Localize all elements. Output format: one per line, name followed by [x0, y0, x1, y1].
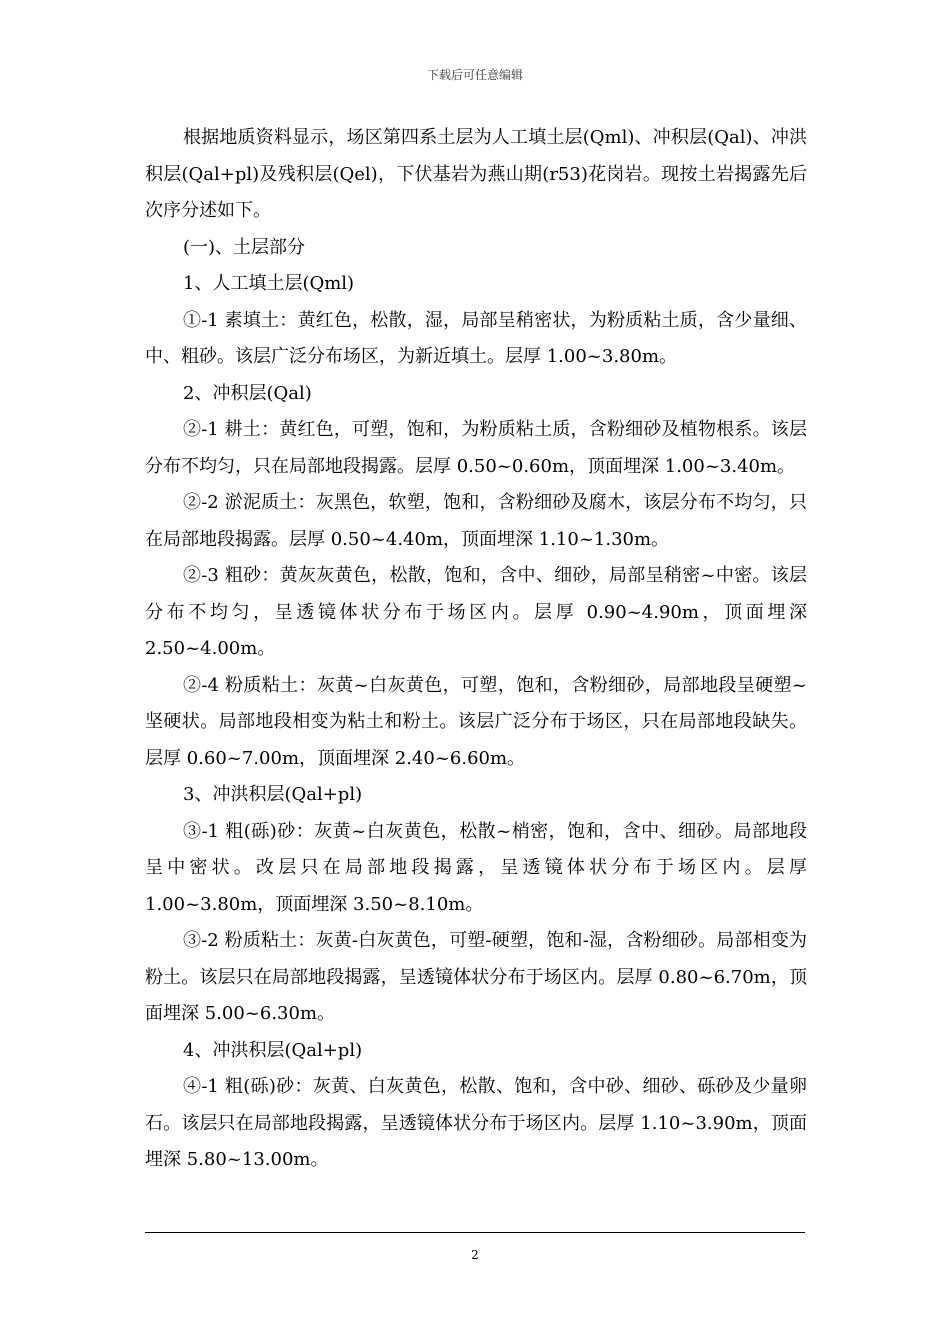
subsection-heading-fill: 1、人工填土层(Qml)	[183, 273, 355, 294]
paragraph-layer-2-3: ②-3 粗砂：黄灰灰黄色，松散，饱和，含中、细砂，局部呈稍密~中密。该层分布不均匀，呈透镜体状分布于场区内。层厚 0.90~4.90m，顶面埋深 2.50~4.00m。	[145, 565, 807, 659]
footer-divider	[145, 1232, 805, 1233]
paragraph-layer-1-1: ①-1 素填土：黄红色，松散，湿，局部呈稍密状，为粉质粘土质，含少量细、中、粗砂。该层广泛分布场区，为新近填土。层厚 1.00~3.80m。	[145, 309, 807, 367]
paragraph-layer-3-2: ③-2 粉质粘土：灰黄-白灰黄色，可塑-硬塑，饱和-湿，含粉细砂。局部相变为粉土。该层只在局部地段揭露，呈透镜体状分布于场区内。层厚 0.80~6.70m，顶面埋深 5.00~6.30m。	[145, 930, 807, 1024]
paragraph-layer-2-1: ②-1 耕土：黄红色，可塑，饱和，为粉质粘土质，含粉细砂及植物根系。该层分布不均匀，只在局部地段揭露。层厚 0.50~0.60m，顶面埋深 1.00~3.40m。	[145, 419, 807, 477]
subsection-heading-alluvial: 2、冲积层(Qal)	[183, 382, 312, 404]
page-number: 2	[471, 1248, 479, 1262]
subsection-heading-alluvial-proluvial-3: 3、冲洪积层(Qal+pl)	[183, 784, 363, 805]
paragraph-layer-3-1: ③-1 粗(砾)砂：灰黄~白灰黄色，松散~梢密，饱和，含中、细砂。局部地段呈中密状。改层只在局部地段揭露，呈透镜体状分布于场区内。层厚 1.00~3.80m，顶面埋深 3.50~8.10m。	[145, 820, 807, 915]
subsection-heading-alluvial-proluvial-4: 4、冲洪积层(Qal+pl)	[183, 1039, 363, 1061]
document-body	[145, 120, 807, 1179]
section-heading-soil: (一)、土层部分	[183, 236, 306, 258]
paragraph-intro: 根据地质资料显示，场区第四系土层为人工填土层(Qml)、冲积层(Qal)、冲洪积层(Qal+pl)及残积层(Qel)，下伏基岩为燕山期(r53)花岗岩。现按土岩揭露先后次序分述如下。	[145, 127, 807, 221]
paragraph-layer-4-1: ④-1 粗(砾)砂：灰黄、白灰黄色，松散、饱和，含中砂、细砂、砾砂及少量卵石。该层只在局部地段揭露，呈透镜体状分布于场区内。层厚 1.10~3.90m，顶面埋深 5.80~13.00m。	[145, 1076, 807, 1170]
paragraph-layer-2-2: ②-2 淤泥质土：灰黑色，软塑，饱和，含粉细砂及腐木，该层分布不均匀，只在局部地段揭露。层厚 0.50~4.40m，顶面埋深 1.10~1.30m。	[145, 492, 807, 550]
page-header: 下载后可任意编辑	[426, 68, 523, 82]
paragraph-layer-2-4: ②-4 粉质粘土：灰黄~白灰黄色，可塑，饱和，含粉细砂，局部地段呈硬塑~坚硬状。局部地段相变为粘土和粉土。该层广泛分布于场区，只在局部地段缺失。层厚 0.60~7.00m，顶面埋深 2.40~6.60m。	[145, 674, 807, 769]
